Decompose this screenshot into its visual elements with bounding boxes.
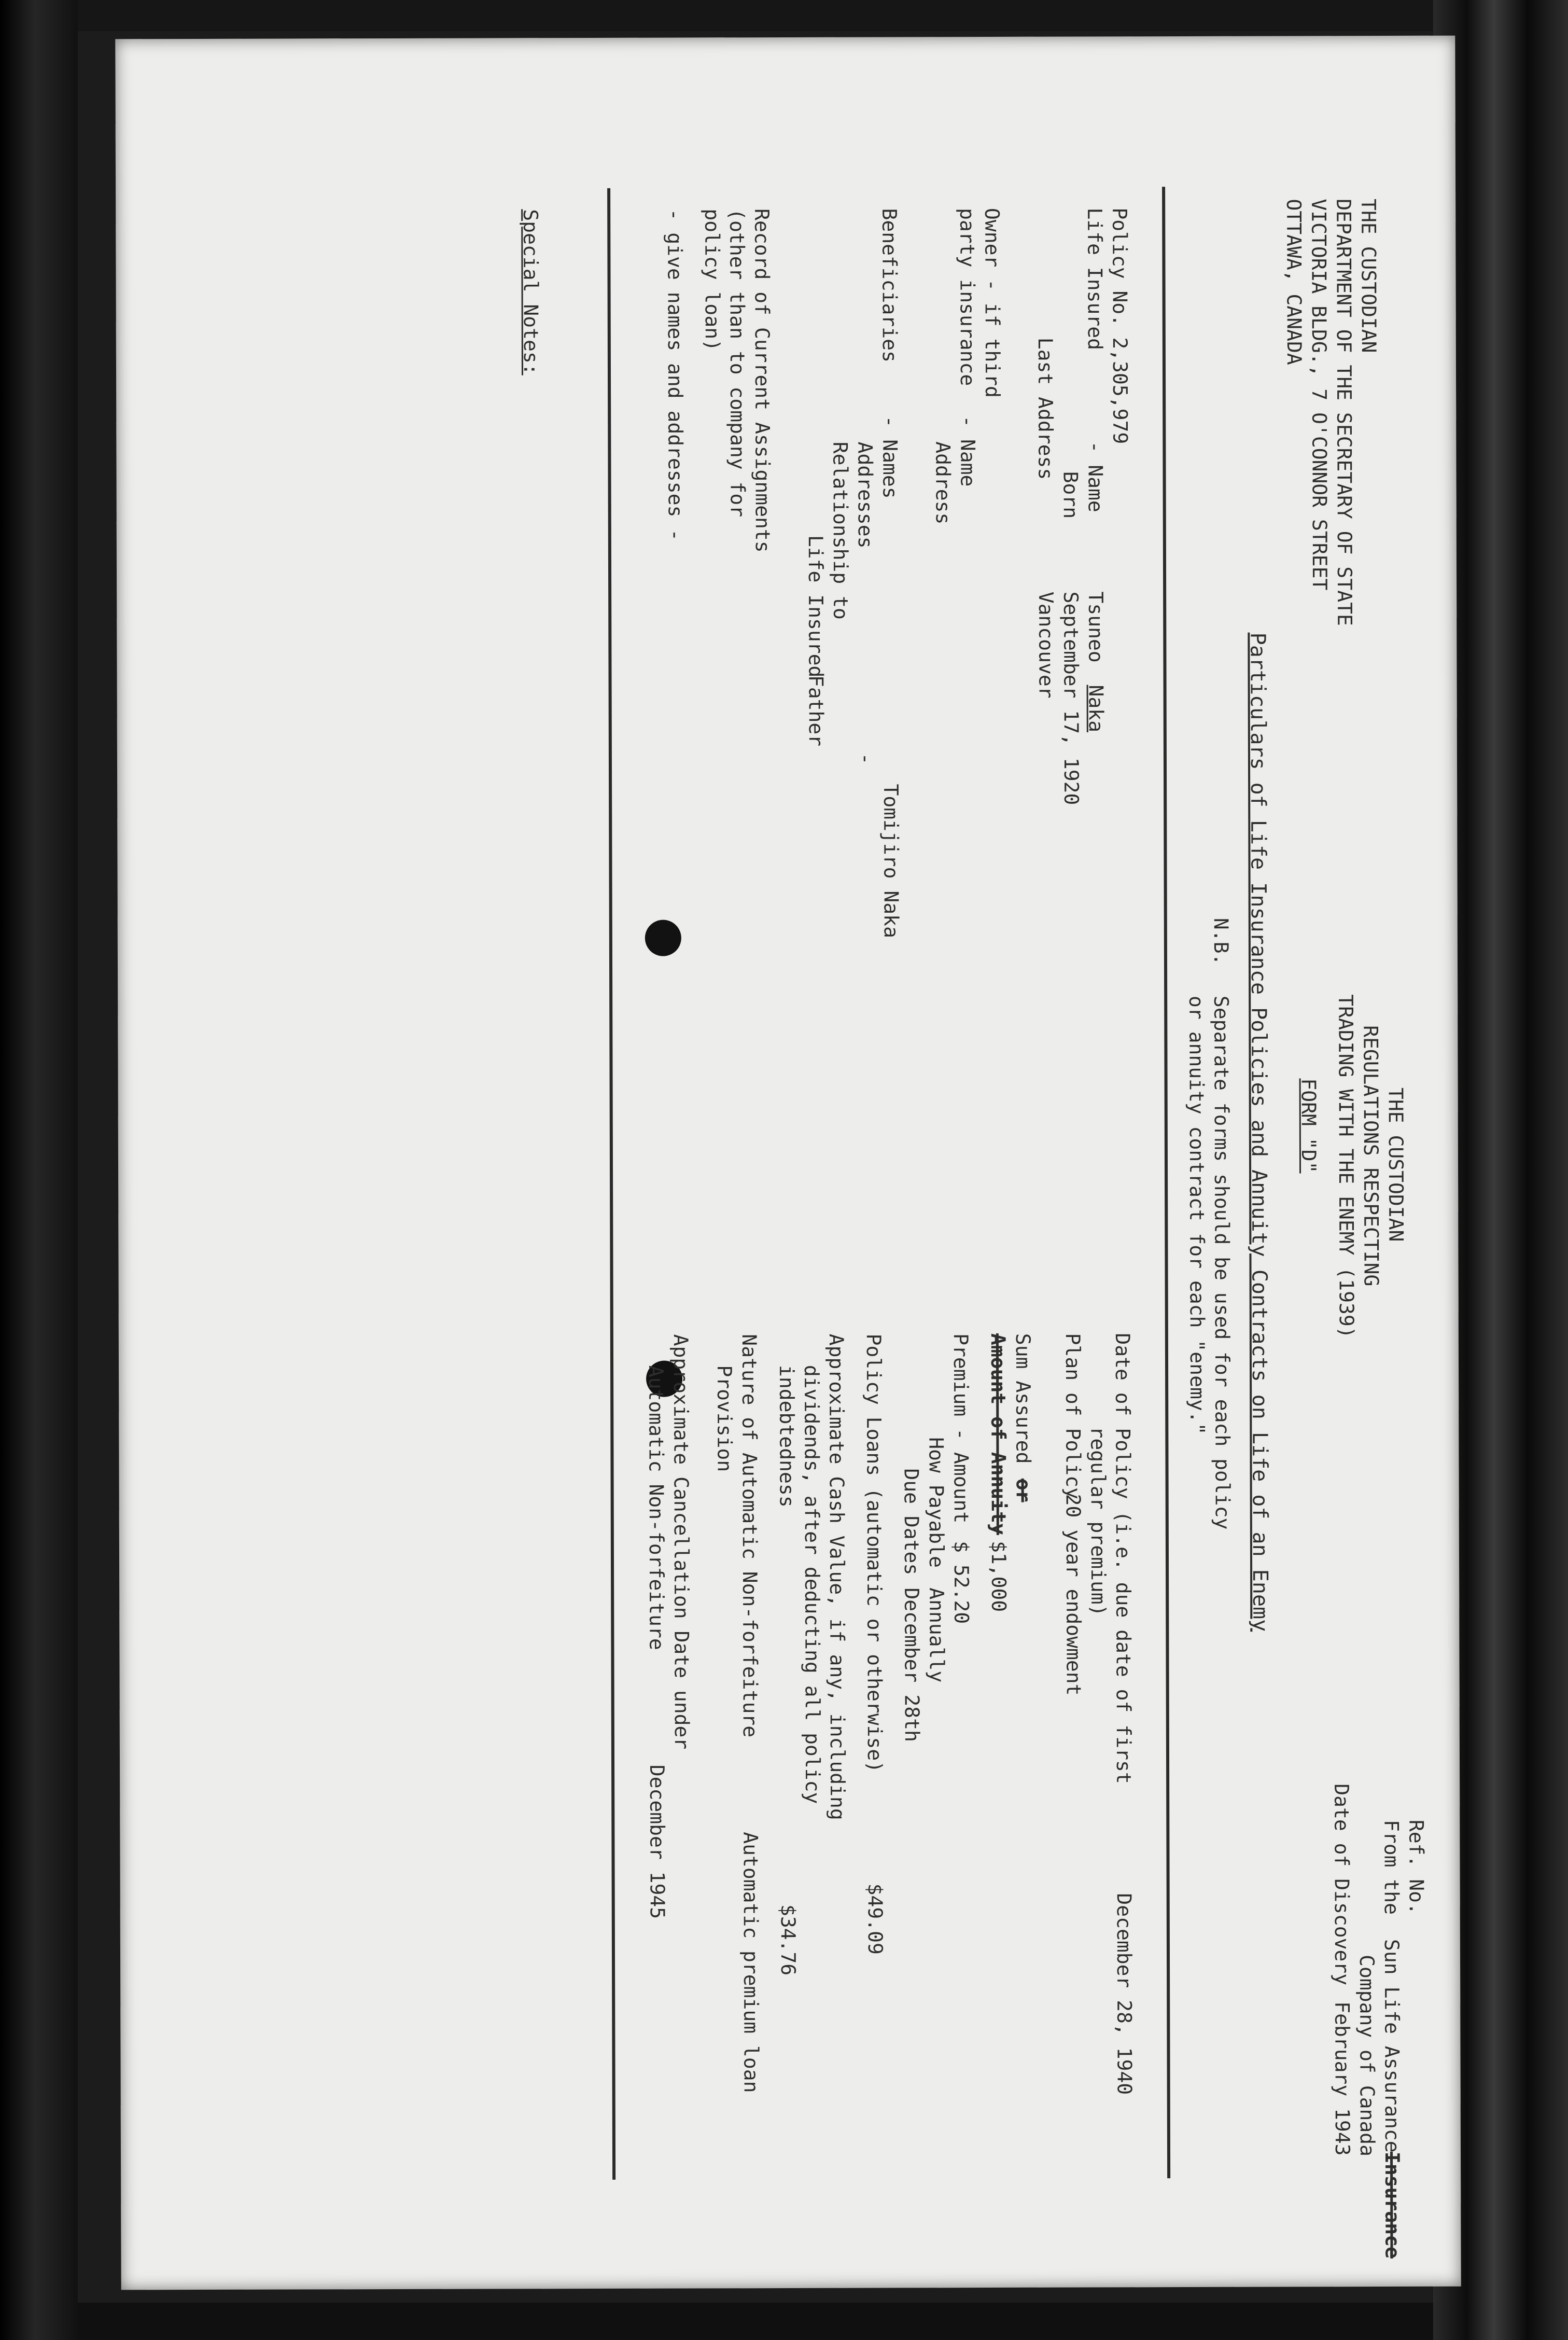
nb-line2: or annuity contract for each "enemy." — [1185, 995, 1209, 1435]
discovery-value: February 1943 — [1331, 2001, 1354, 2156]
due-dates-label: Due Dates — [900, 1468, 923, 1576]
life-insured-label: Life Insured — [1083, 207, 1107, 351]
born-label: Born — [1059, 471, 1082, 519]
premium-amount-label: Premium - Amount — [949, 1333, 973, 1524]
from-value: Sun Life Assurance — [1380, 1939, 1404, 2153]
film-border-bottom — [0, 2303, 1568, 2340]
nb-line1: Separate forms should be used for each policy — [1210, 995, 1234, 1530]
sum-assured-value: $1,000 — [987, 1540, 1011, 1612]
owner-name-label: - Name — [956, 415, 979, 487]
ben-addresses-value: - — [854, 753, 877, 765]
plan-label: Plan of Policy — [1061, 1333, 1085, 1499]
cancellation-value: December 1945 — [646, 1764, 669, 1919]
header-left-line1: THE CUSTODIAN — [1357, 199, 1380, 353]
special-notes-label: Special Notes: — [519, 209, 543, 375]
header-left-line3: VICTORIA BLDG., 7 O'CONNOR STREET — [1307, 199, 1332, 591]
sum-assured-label: Sum Assured — [1011, 1333, 1035, 1464]
cancellation-label1: Approximate Cancellation Date under — [669, 1334, 693, 1750]
relationship-label2: Life Insured — [804, 535, 828, 678]
form-title: Particulars of Life Insurance Policies and Annuity Contracts on Life of an Enemy — [1245, 632, 1272, 1632]
name-label: - Name — [1084, 441, 1107, 512]
header-left-line4: OTTAWA, CANADA — [1282, 199, 1306, 365]
policy-loans-value: $49.09 — [863, 1883, 887, 1955]
born-value: September 17, 1920 — [1059, 591, 1083, 805]
plan-value: 20 year endowment — [1061, 1494, 1085, 1696]
nb-label: N.B. — [1209, 917, 1233, 966]
ref-no-label: Ref. No. — [1405, 1819, 1428, 1915]
assignments-line1: Record of Current Assignments — [750, 208, 774, 553]
cancellation-label2: Automatic Non-forfeiture — [645, 1365, 668, 1650]
form-label: FORM "D" — [1297, 1078, 1321, 1174]
struck-insurance: Insurance — [1380, 2151, 1404, 2259]
how-payable-value: Annually — [925, 1587, 948, 1683]
top-rule — [1162, 187, 1170, 2178]
relationship-value: Father — [804, 675, 828, 747]
cash-value-value: $34.76 — [776, 1904, 800, 1976]
assignments-line3: policy loan) — [701, 208, 724, 351]
header-center-line1: THE CUSTODIAN — [1384, 1087, 1408, 1242]
insured-last-name: Naka — [1084, 685, 1108, 733]
ben-names-label: - Names — [878, 415, 902, 499]
last-address-value: Vancouver — [1034, 591, 1058, 699]
owner-line1: Owner - if third — [981, 207, 1004, 398]
policy-no-label: Policy No. — [1108, 207, 1131, 327]
sum-struck-or: or — [1012, 1478, 1035, 1502]
relationship-label: Relationship to — [829, 441, 852, 620]
premium-amount-value: $ 52.20 — [949, 1541, 973, 1624]
date-policy-label2: regular premium) — [1086, 1426, 1110, 1617]
date-policy-value: December 28, 1940 — [1112, 1893, 1136, 2095]
nature-label2: Provision — [713, 1365, 736, 1472]
header-left-line2: DEPARTMENT OF THE SECRETARY OF STATE — [1332, 199, 1356, 626]
ben-addresses-label: Addresses — [853, 441, 877, 549]
film-border-top — [0, 0, 1568, 31]
header-center-line2: REGULATIONS RESPECTING — [1359, 1025, 1383, 1287]
policy-loans-label: Policy Loans (automatic or otherwise) — [862, 1333, 887, 1773]
assignments-line4: - give names and addresses - — [663, 208, 687, 541]
cash-value-label2: dividends, after deducting all policy — [800, 1364, 824, 1804]
ben-names-value: Tomijiro Naka — [879, 784, 903, 938]
company-line: Company of Canada — [1355, 1955, 1379, 2157]
nature-value: Automatic premium loan — [739, 1832, 763, 2093]
assignments-line2: (other than to company for — [725, 208, 749, 518]
date-policy-label1: Date of Policy (i.e. due date of first — [1111, 1333, 1136, 1784]
insured-first-name: Tsuneo — [1084, 591, 1108, 663]
discovery-label: Date of Discovery — [1330, 1784, 1354, 1986]
cash-value-label3: indebtedness — [775, 1364, 799, 1508]
nature-label1: Nature of Automatic Non-forfeiture — [737, 1334, 762, 1738]
bottom-rule — [607, 188, 615, 2180]
from-label: From the — [1380, 1819, 1403, 1915]
policy-no-value: 2,305,979 — [1108, 337, 1132, 444]
due-dates-value: December 28th — [900, 1587, 923, 1742]
rotated-form — [115, 36, 1461, 2290]
owner-address-label: Address — [931, 441, 955, 525]
how-payable-label: How Payable — [925, 1437, 948, 1568]
document-page — [115, 36, 1461, 2290]
beneficiaries-label: Beneficiaries — [878, 208, 901, 363]
owner-line2: party insurance — [956, 208, 979, 386]
sum-struck-annuity: Amount of Annuity — [986, 1333, 1010, 1535]
last-address-label: Last Address — [1033, 337, 1057, 480]
cash-value-label1: Approximate Cash Value, if any, including — [824, 1333, 849, 1820]
header-center-line3: TRADING WITH THE ENEMY (1939) — [1334, 994, 1358, 1339]
film-border-left — [0, 0, 78, 2340]
